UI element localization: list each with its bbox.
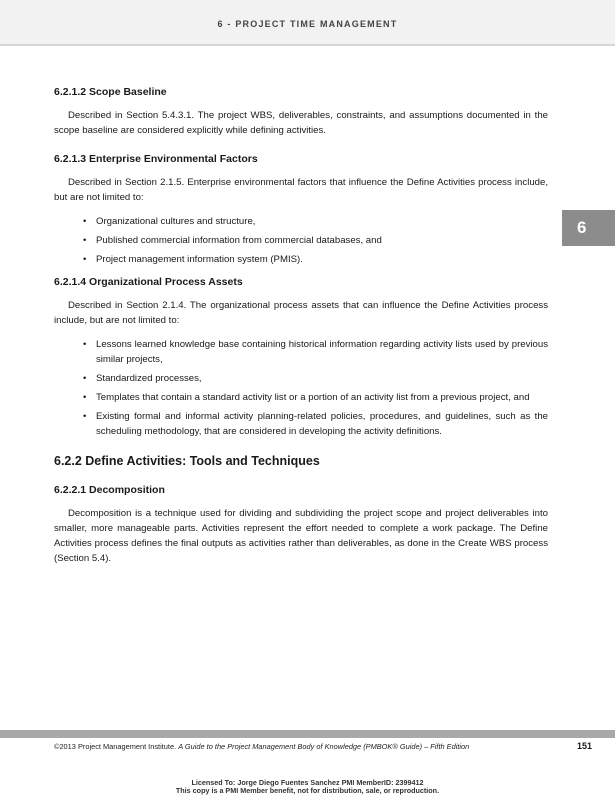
running-header — [0, 0, 615, 46]
heading-tools-and-techniques: 6.2.2 Define Activities: Tools and Techniques — [54, 454, 320, 468]
list-item: • Existing formal and informal activity planning-related policies, procedures, and guidelines, such as the scheduling methodology, that are considered in developing the activity definitions. — [83, 409, 548, 439]
paragraph-enterprise-environmental-factors: Described in Section 2.1.5. Enterprise environmental factors that influence the Define Activities process include, but are not limited to: — [54, 177, 548, 203]
footer-copyright: ©2013 Project Management Institute. — [54, 742, 177, 751]
heading-enterprise-environmental-factors: 6.2.1.3 Enterprise Environmental Factors — [54, 153, 258, 165]
page-content — [54, 86, 548, 575]
footer-citation — [54, 742, 469, 751]
eef-bullet-list — [54, 214, 548, 267]
paragraph-scope-baseline: Described in Section 5.4.3.1. The project WBS, deliverables, constraints, and assumptions documented in the scope baseline are considered explicitly while defining activities. — [54, 110, 548, 136]
license-notice — [0, 779, 615, 795]
list-item: • Standardized processes, — [83, 371, 548, 386]
page-number: 151 — [576, 741, 592, 751]
chapter-tab: 6 — [562, 210, 615, 246]
heading-organizational-process-assets: 6.2.1.4 Organizational Process Assets — [54, 276, 243, 288]
opa-bullet-list — [54, 337, 548, 439]
list-item: • Project management information system (PMIS). — [83, 252, 548, 267]
running-header-title: 6 - PROJECT TIME MANAGEMENT — [217, 19, 398, 29]
heading-scope-baseline: 6.2.1.2 Scope Baseline — [54, 86, 167, 98]
list-item: • Published commercial information from commercial databases, and — [83, 233, 548, 248]
heading-decomposition: 6.2.2.1 Decomposition — [54, 484, 165, 496]
license-line-2: This copy is a PMI Member benefit, not for distribution, sale, or reproduction. — [175, 786, 440, 795]
footer-divider — [0, 730, 615, 738]
paragraph-organizational-process-assets: Described in Section 2.1.4. The organizational process assets that can influence the Define Activities process include, but are not limited to: — [54, 300, 548, 326]
paragraph-decomposition: Decomposition is a technique used for dividing and subdividing the project scope and project deliverables into smaller, more manageable parts. Activities represent the effort needed to complete a work package. The Define Activities process defines the final outputs as activities rather than deliverables, as done in the Create WBS process (Section 5.4). — [54, 508, 548, 564]
list-item: • Organizational cultures and structure, — [83, 214, 548, 229]
list-item: • Lessons learned knowledge base containing historical information regarding activity lists used by previous similar projects, — [83, 337, 548, 367]
list-item: • Templates that contain a standard activity list or a portion of an activity list from a previous project, and — [83, 390, 548, 405]
footer-book-title: A Guide to the Project Management Body of Knowledge (PMBOK® Guide) – Fifth Edition — [178, 742, 470, 751]
license-line-1: Licensed To: Jorge Diego Fuentes Sanchez PMI MemberID: 2399412 — [191, 778, 424, 787]
